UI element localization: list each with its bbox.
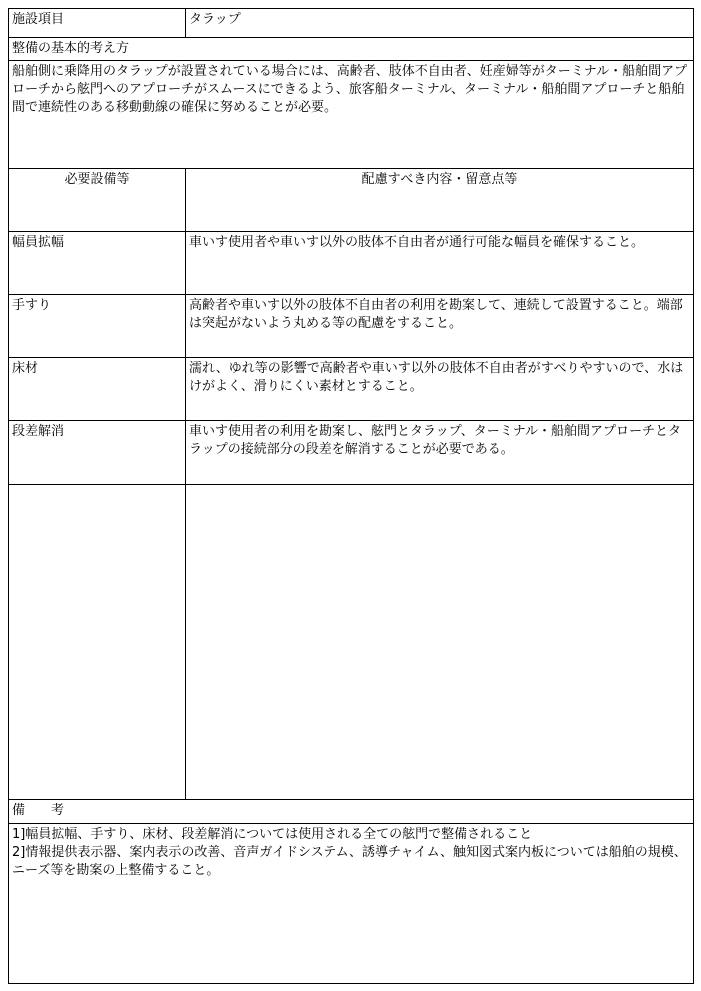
row-item: 床材 — [9, 358, 186, 420]
remarks-body-row — [9, 823, 693, 983]
basic-concept-heading: 整備の基本的考え方 — [12, 41, 130, 56]
row-content: 車いす使用者の利用を勘案し、舷門とタラップ、ターミナル・船舶間アプローチとタラップの接続部分の段差を解消することが必要である。 — [189, 424, 682, 457]
remarks-line: 2]情報提供表示器、案内表示の改善、音声ガイドシステム、誘導チャイム、触知図式案内板については船舶の規模、ニーズ等を勘案の上整備すること。 — [12, 845, 687, 878]
row-content: 濡れ、ゆれ等の影響で高齢者や車いす以外の肢体不自由者がすべりやすいので、水はけがよく、滑りにくい素材とすること。 — [189, 361, 684, 394]
facility-sheet — [8, 8, 694, 984]
row-content-empty — [186, 485, 693, 799]
row-item: 段差解消 — [9, 421, 186, 484]
basic-concept-text: 船舶側に乗降用のタラップが設置されている場合には、高齢者、肢体不自由者、妊産婦等がターミナル・船舶間アプローチから舷門へのアプローチがスムースにできるよう、旅客船ターミナル、ターミナル・船舶間アプローチと船舶間で連続性のある移動動線の確保に努めることが必要。 — [12, 64, 688, 115]
row-content: 車いす使用者や車いす以外の肢体不自由者が通行可能な幅員を確保すること。 — [189, 235, 645, 250]
basic-concept-text-row — [9, 60, 693, 168]
header-required-equipment: 必要設備等 — [9, 169, 186, 231]
row-item: 幅員拡幅 — [9, 232, 186, 294]
table-row — [9, 420, 693, 484]
remarks-heading: 備 考 — [12, 803, 65, 818]
table-row — [9, 357, 693, 420]
row-item: 手すり — [9, 295, 186, 357]
row-item-empty — [9, 485, 186, 799]
header-considerations: 配慮すべき内容・留意点等 — [361, 172, 518, 187]
table-row — [9, 231, 693, 294]
basic-concept-heading-row — [9, 37, 693, 60]
table-header-row — [9, 168, 693, 231]
remarks-line: 1]幅員拡幅、手すり、床材、段差解消については使用される全ての舷門で整備されること — [12, 827, 533, 842]
remarks-body — [9, 824, 693, 983]
facility-label: 施設項目 — [9, 9, 186, 37]
remarks-heading-row — [9, 799, 693, 823]
table-row — [9, 294, 693, 357]
table-row-empty — [9, 484, 693, 799]
facility-value: タラップ — [189, 12, 241, 27]
row-content: 高齢者や車いす以外の肢体不自由者の利用を勘案して、連続して設置すること。端部は突起がないよう丸める等の配慮をすること。 — [189, 298, 683, 331]
facility-row — [9, 9, 693, 37]
